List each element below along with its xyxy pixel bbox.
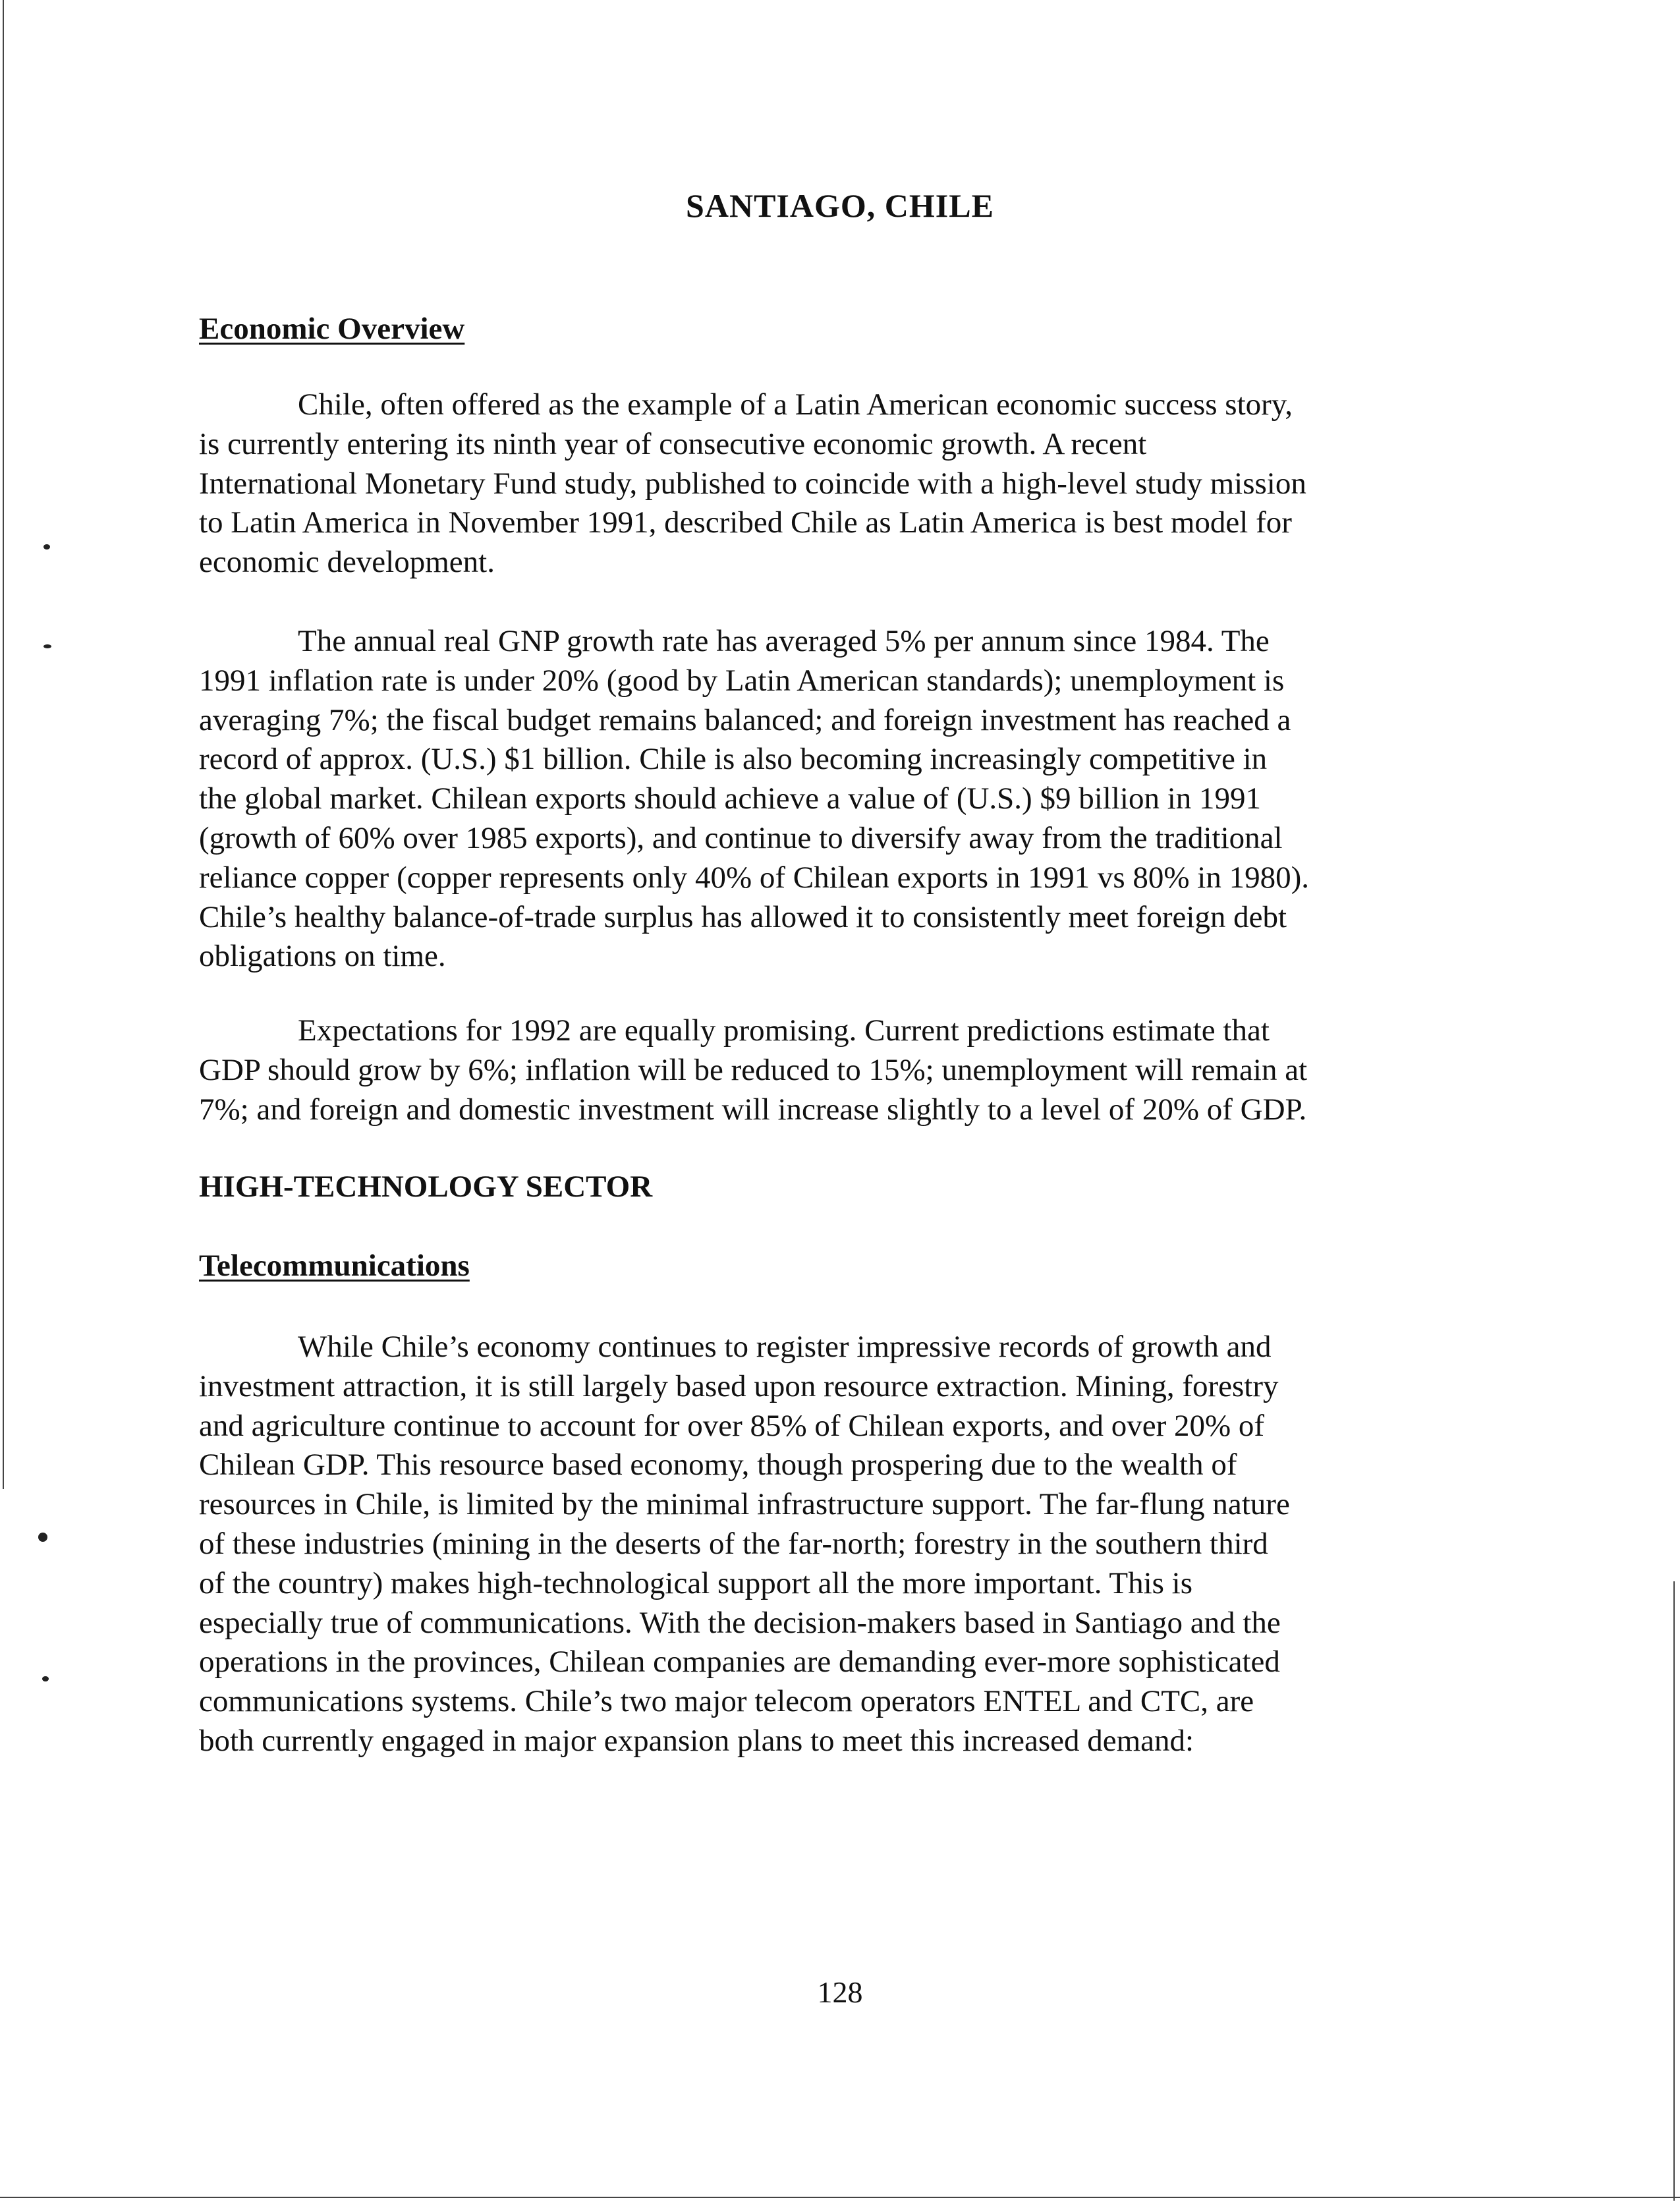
paragraph-economic-overview-3 [199, 1011, 1490, 1129]
text-line: 1991 inflation rate is under 20% (good by Latin American standards); unemployment is [199, 663, 1285, 698]
scan-speck [43, 644, 51, 648]
text-line: reliance copper (copper represents only 40% of Chilean exports in 1991 vs 80% in 1980). [199, 860, 1310, 895]
paragraph-telecommunications-1 [199, 1328, 1490, 1761]
text-line: operations in the provinces, Chilean companies are demanding ever-more sophisticated [199, 1645, 1280, 1680]
section-heading-economic-overview: Economic Overview [199, 312, 465, 346]
paragraph-economic-overview-1 [199, 385, 1490, 582]
scan-speck [38, 1533, 47, 1542]
section-heading-high-technology: HIGH-TECHNOLOGY SECTOR [199, 1170, 653, 1204]
scan-edge-line [0, 2197, 1680, 2198]
text-line: of the country) makes high-technological support all the more important. This is [199, 1566, 1193, 1600]
text-line: communications systems. Chile’s two major telecom operators ENTEL and CTC, are [199, 1684, 1254, 1719]
text-line: GDP should grow by 6%; inflation will be reduced to 15%; unemployment will remain at [199, 1052, 1308, 1087]
text-line: especially true of communications. With the decision-makers based in Santiago and the [199, 1605, 1281, 1640]
text-line: Chile’s healthy balance-of-trade surplus has allowed it to consistently meet foreign debt [199, 899, 1287, 934]
text-line: to Latin America in November 1991, described Chile as Latin America is best model for [199, 505, 1292, 540]
text-line: the global market. Chilean exports should achieve a value of (U.S.) $9 billion in 1991 [199, 781, 1261, 816]
scan-speck [42, 1676, 49, 1681]
text-line: and agriculture continue to account for over 85% of Chilean exports, and over 20% of [199, 1408, 1265, 1443]
text-line: obligations on time. [199, 939, 446, 974]
page-number: 128 [817, 1975, 863, 2009]
page-title: SANTIAGO, CHILE [686, 187, 994, 224]
section-heading-telecommunications: Telecommunications [199, 1249, 470, 1283]
text-line: of these industries (mining in the deserts of the far-north; forestry in the southern third [199, 1526, 1268, 1561]
text-line: While Chile’s economy continues to register impressive records of growth and [298, 1330, 1272, 1364]
text-line: investment attraction, it is still largely based upon resource extraction. Mining, forestry [199, 1369, 1279, 1403]
text-line: Chilean GDP. This resource based economy, though prospering due to the wealth of [199, 1448, 1237, 1482]
paragraph-economic-overview-2 [199, 622, 1490, 976]
scan-edge-line [1673, 1581, 1675, 2201]
text-line: Chile, often offered as the example of a Latin American economic success story, [298, 387, 1293, 422]
text-line: (growth of 60% over 1985 exports), and continue to diversify away from the traditional [199, 820, 1283, 855]
text-line: record of approx. (U.S.) $1 billion. Chile is also becoming increasingly competitive in [199, 742, 1268, 777]
text-line: 7%; and foreign and domestic investment will increase slightly to a level of 20% of GDP. [199, 1092, 1307, 1127]
text-line: The annual real GNP growth rate has averaged 5% per annum since 1984. The [298, 624, 1270, 658]
scan-speck [43, 544, 50, 550]
text-line: resources in Chile, is limited by the minimal infrastructure support. The far-flung nature [199, 1487, 1290, 1522]
text-line: both currently engaged in major expansion plans to meet this increased demand: [199, 1723, 1194, 1758]
text-line: averaging 7%; the fiscal budget remains balanced; and foreign investment has reached a [199, 702, 1291, 737]
text-line: is currently entering its ninth year of consecutive economic growth. A recent [199, 426, 1147, 461]
text-line: International Monetary Fund study, published to coincide with a high-level study mission [199, 466, 1306, 501]
text-line: economic development. [199, 545, 495, 580]
scan-edge-line [3, 0, 4, 1489]
text-line: Expectations for 1992 are equally promising. Current predictions estimate that [298, 1013, 1270, 1048]
